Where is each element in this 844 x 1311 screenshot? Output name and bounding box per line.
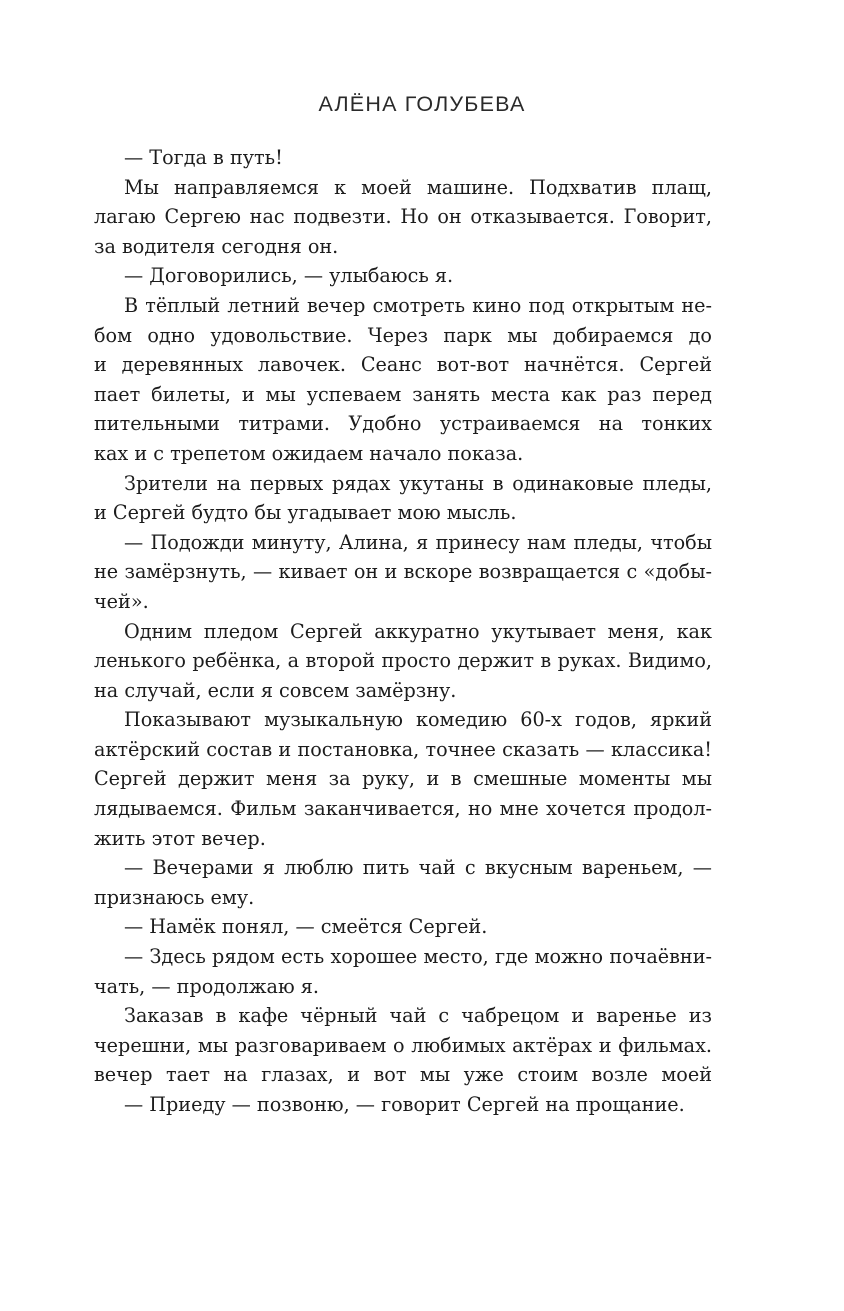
text-line: вечер тает на глазах, и вот мы уже стоим возле моей [94, 1063, 712, 1087]
text-line: чей». [94, 589, 149, 613]
text-line: — Договорились, — улыбаюсь я. [124, 264, 454, 288]
text-line: Одним пледом Сергей аккуратно укутывает меня, как [124, 619, 712, 643]
text-line: — Вечерами я люблю пить чай с вкусным вареньем, — [124, 856, 712, 880]
text-line: — Намёк понял, — смеётся Сергей. [124, 915, 488, 939]
text-line: за водителя сегодня он. [94, 234, 339, 258]
text-line: — Тогда в путь! [124, 146, 283, 169]
text-line: жить этот вечер. [94, 826, 266, 850]
text-line: Сергей держит меня за руку, и в смешные моменты мы [94, 767, 712, 791]
text-line: признаюсь ему. [94, 885, 255, 909]
text-line: — Подожди минуту, Алина, я принесу нам пледы, чтобы [124, 530, 712, 554]
text-line: Заказав в кафе чёрный чай с чабрецом и варенье из [124, 1004, 712, 1028]
text-line: Мы направляемся к моей машине. Подхватив плащ, [124, 175, 712, 199]
text-line: не замёрзнуть, — кивает он и вскоре возвращается с «добы- [94, 560, 712, 584]
text-line: — Здесь рядом есть хорошее место, где можно почаёвни- [124, 945, 712, 969]
text-line: ках и с трепетом ожидаем начало показа. [94, 441, 524, 465]
text-line: ленького ребёнка, а второй просто держит в руках. Видимо, [94, 649, 712, 673]
running-header-author: АЛЁНА ГОЛУБЕВА [318, 92, 526, 116]
text-line: лагаю Сергею нас подвезти. Но он отказывается. Говорит, [94, 205, 712, 229]
text-line: чать, — продолжаю я. [94, 974, 319, 998]
text-line: бом одно удовольствие. Через парк мы добираемся до [94, 323, 712, 347]
text-line: В тёплый летний вечер смотреть кино под открытым не- [124, 293, 712, 317]
text-line: Показывают музыкальную комедию 60-х годов, яркий [124, 708, 712, 732]
text-line: и Сергей будто бы угадывает мою мысль. [94, 501, 517, 525]
text-line: лядываемся. Фильм заканчивается, но мне хочется продол- [94, 797, 712, 821]
text-line: пительными титрами. Удобно устраиваемся на тонких [94, 412, 712, 436]
text-line: актёрский состав и постановка, точнее сказать — классика! [94, 737, 712, 761]
body-text [94, 143, 712, 1120]
text-line: Зрители на первых рядах укутаны в одинаковые пледы, [124, 471, 712, 495]
text-line: черешни, мы разговариваем о любимых актёрах и фильмах. [94, 1033, 712, 1057]
text-line: на случай, если я совсем замёрзну. [94, 678, 457, 702]
text-line: — Приеду — позвоню, — говорит Сергей на прощание. [124, 1093, 685, 1116]
text-line: пает билеты, и мы успеваем занять места как раз перед [94, 382, 712, 406]
text-line: и деревянных лавочек. Сеанс вот-вот начнётся. Сергей [94, 353, 712, 377]
